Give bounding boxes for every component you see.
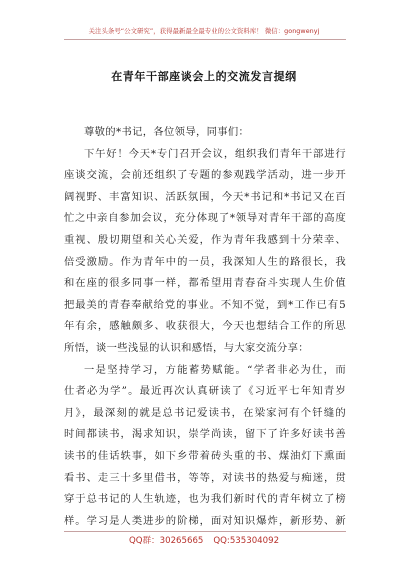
footer-note (0, 534, 408, 546)
body-line: 样。学习是人类进步的阶梯，面对知识爆炸，新形势、新 (64, 514, 346, 527)
body-line: 阔视野、丰富知识、活跃氛围，今天*书记和*书记又在百 (64, 190, 346, 203)
body-line: 年有余，感触颇多、收获很大，今天也想结合工作的所思 (64, 320, 346, 333)
body-line: 尊敬的*书记，各位领导，同事们： (84, 126, 250, 138)
header-note: 关注头条号“公文研究”，获得最新最全最专业的公文资料库！ 微信：gongwenyj (88, 27, 320, 35)
footer-qq-group: QQ群：30265665 (128, 536, 204, 546)
body-line: 看书、走三十多里借书，等等，对读书的热爱与痴迷，贯 (64, 471, 346, 484)
body-line: 下午好！今天*专门召开会议，组织我们青年干部进行 (84, 147, 346, 160)
body-line: 忙之中亲自参加会议，充分体现了*领导对青年干部的高度 (64, 212, 346, 225)
body-line: 和在座的很多同事一样，都希望用青春奋斗实现人生价值 (64, 277, 346, 290)
body-line: 把最美的青春奉献给党的事业。不知不觉，到*工作已有5 (64, 298, 346, 311)
document-title: 在青年干部座谈会上的交流发言提纲 (111, 70, 297, 83)
body-line: 穿于总书记的人生轨迹，也为我们新时代的青年树立了榜 (64, 493, 346, 506)
document-body (64, 122, 346, 532)
body-line: 所悟，谈一些浅显的认识和感悟，与大家交流分享： (64, 341, 309, 354)
body-line: 倍受激励。作为青年中的一员，我深知人生的路很长，我 (64, 255, 346, 268)
body-line: 读书的佳话轶事，如下乡带着砖头重的书、煤油灯下熏面 (64, 449, 346, 462)
header-divider (64, 39, 346, 40)
body-line: 时间都读书，渴求知识，崇学尚读，留下了许多好读书善 (64, 428, 346, 441)
body-line: 一是坚持学习，方能蓄势赋能。“学者非必为仕，而 (84, 363, 346, 376)
body-line: 重视、殷切期望和关心关爱，作为青年我感到十分荣幸、 (64, 233, 346, 246)
body-line: 仕者必为学”。最近再次认真研读了《习近平七年知青岁 (64, 385, 346, 398)
footer-divider (64, 531, 346, 532)
body-line: 座谈交流，会前还组织了专题的参观践学活动，进一步开 (64, 169, 346, 182)
footer-qq: QQ:535304092 (213, 536, 280, 546)
body-line: 月》，最深刻的就是总书记爱读书，在梁家河有个钎缝的 (64, 406, 346, 419)
